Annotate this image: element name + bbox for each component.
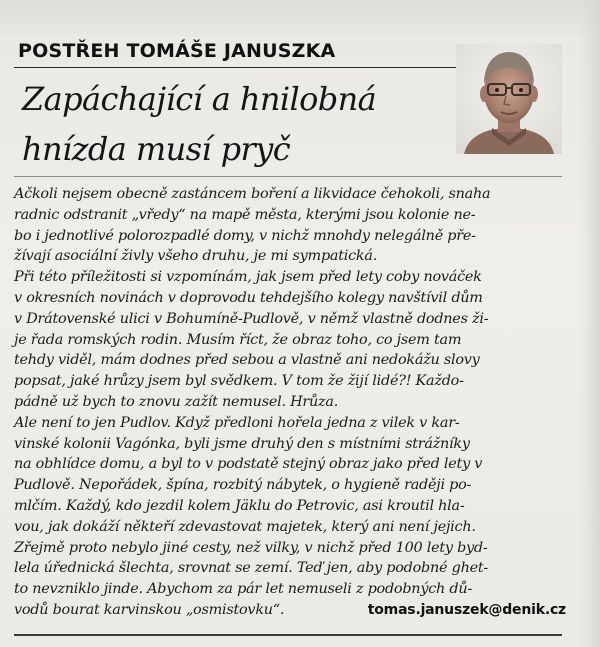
body-line: Při této příležitosti si vzpomínám, jak jsem před lety coby nováček (14, 269, 482, 286)
author-portrait-image (456, 44, 562, 154)
body-line: vinské kolonii Vagónka, byli jsme druhý den s místními strážníky (14, 435, 470, 452)
body-line: to nevzniklo jinde. Abychom za pár let nemuseli z podobných dů- (14, 581, 472, 598)
author-email[interactable]: tomas.januszek@denik.cz (367, 601, 566, 618)
body-line: vou, jak dokáží někteří zdevastovat majetek, který ani není jejich. (14, 518, 476, 535)
body-line: bo i jednotlivé polorozpadlé domy, v nichž mnohdy nelegálně pře- (14, 227, 476, 244)
body-line: lela úřednická šlechta, srovnat se zemí. Teď jen, aby podobné ghet- (14, 560, 489, 577)
column-rubric: POSTŘEH TOMÁŠE JANUSZKA (18, 40, 336, 62)
body-line: tehdy viděl, mám dodnes před sebou a vlastně ani nedokážu slovy (14, 352, 480, 369)
bleed-through-top (0, 0, 600, 36)
body-line: je řada romských rodin. Musím říct, že obraz toho, co jsem tam (14, 331, 462, 348)
body-line: v okresních novinách v doprovodu tehdejšího kolegy navštívil dům (14, 289, 483, 306)
body-line: Ačkoli nejsem obecně zastáncem boření a likvidace čehokoli, snaha (14, 186, 491, 202)
bottom-rule (14, 634, 562, 636)
body-line: mlčím. Každý, kdo jezdil kolem Jäklu do Petrovic, asi kroutil hla- (14, 497, 465, 514)
headline-line: hnízda musí pryč (22, 130, 291, 168)
body-line: Ale není to jen Pudlov. Když předloni hořela jedna z vilek v kar- (14, 414, 460, 431)
body-line: Pudlově. Nepořádek, špína, rozbitý nábytek, o hygieně raději po- (14, 477, 472, 494)
closing-line (14, 600, 566, 621)
headline-rule (14, 176, 562, 177)
article-body (14, 184, 566, 621)
body-line: na obhlídce domu, a byl to v podstatě stejný obraz jako před lety v (14, 456, 483, 473)
author-photo (456, 44, 562, 154)
body-line: radnic odstranit „vředy“ na mapě města, kterými jsou kolonie ne- (14, 206, 476, 223)
body-line: popsat, jaké hrůzy jsem byl svědkem. V tom že žijí lidé?! Každo- (14, 373, 464, 390)
headline-line: Zapáchající a hnilobná (22, 80, 377, 118)
headline (22, 74, 442, 174)
bleed-through-right (580, 0, 600, 647)
body-line: Zřejmě proto nebylo jiné cesty, než vilky, v nichž před 100 lety byd- (14, 539, 488, 556)
body-line: žívají asociální živly všeho druhu, je mi sympatická. (14, 248, 378, 265)
body-line: pádně už bych to znovu zažít nemusel. Hrůza. (14, 393, 339, 410)
body-last-line: vodů bourat karvinskou „osmistovku“. (14, 601, 285, 618)
body-line: v Drátovenské ulici v Bohumíně-Pudlově, v němž vlastně dodnes ži- (14, 310, 489, 327)
